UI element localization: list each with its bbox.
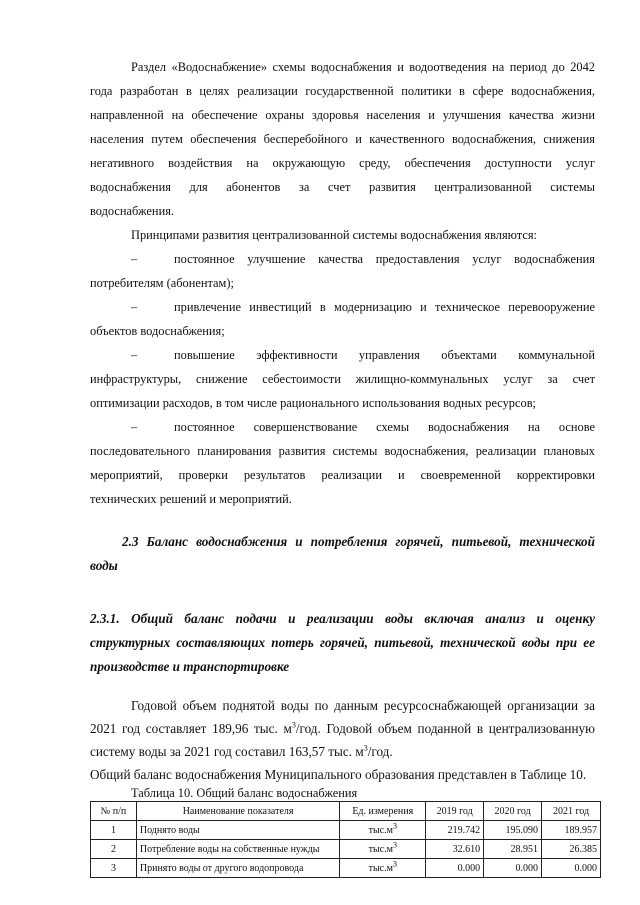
principle-3-line-3: оптимизации расходов, в том числе рационального использования водных ресурсов; bbox=[90, 396, 536, 410]
principle-4-line-1: постоянное совершенствование схемы водоснабжения на основе bbox=[174, 420, 595, 434]
table-header-cell: 2021 год bbox=[542, 802, 601, 821]
intro-line-6: водоснабжения для абонентов за счет развития централизованной системы bbox=[90, 180, 595, 194]
subsection-heading-line-3: производстве и транспортировке bbox=[90, 659, 290, 674]
balance-line-2: 2021 год составляет 189,96 тыс. $м^3$/год. Годовой объем поданной в централизованную bbox=[90, 720, 595, 736]
intro-line-5: негативного воздействия на окружающую среду, обеспечения доступности услуг bbox=[90, 156, 595, 170]
principle-1-line-1: постоянное улучшение качества предоставления услуг водоснабжения bbox=[174, 252, 595, 266]
list-dash: – bbox=[131, 252, 138, 266]
principle-1-line-2: потребителям (абонентам); bbox=[90, 276, 234, 290]
row-value-2020: 195.090 bbox=[484, 821, 542, 840]
subsection-heading-line-2: структурных составляющих потерь горячей, питьевой, технической воды при ее bbox=[90, 635, 595, 650]
row-value-2019: 32.610 bbox=[426, 840, 484, 859]
list-dash: – bbox=[131, 348, 138, 362]
intro-line-4: населения путем обеспечения бесперебойного и качественного водоснабжения, снижения bbox=[90, 132, 595, 146]
list-dash: – bbox=[131, 420, 138, 434]
table-header-cell: Наименование показателя bbox=[136, 802, 339, 821]
principle-2-line-2: объектов водоснабжения; bbox=[90, 324, 225, 338]
principle-4-line-2: последовательного планирования развития системы водоснабжения, реализации плановых bbox=[90, 444, 595, 458]
row-name: Поднято воды bbox=[136, 821, 339, 840]
row-unit: $тыс.м^3$ bbox=[340, 840, 426, 859]
table-row bbox=[91, 859, 601, 878]
water-balance-table bbox=[90, 801, 601, 878]
row-value-2021: 0.000 bbox=[542, 859, 601, 878]
row-name: Потребление воды на собственные нужды bbox=[136, 840, 339, 859]
row-unit: $тыс.м^3$ bbox=[340, 859, 426, 878]
table-header-cell: 2019 год bbox=[426, 802, 484, 821]
subsection-heading-line-1: 2.3.1. Общий баланс подачи и реализации воды включая анализ и оценку bbox=[90, 611, 595, 626]
row-number: 3 bbox=[91, 859, 137, 878]
row-unit: $тыс.м^3$ bbox=[340, 821, 426, 840]
row-value-2021: 189.957 bbox=[542, 821, 601, 840]
table-caption: Таблица 10. Общий баланс водоснабжения bbox=[131, 786, 358, 800]
principles-heading: Принципами развития централизованной системы водоснабжения являются: bbox=[131, 228, 537, 242]
table-row bbox=[91, 821, 601, 840]
section-heading-line-2: воды bbox=[90, 558, 118, 573]
intro-line-2: года разработан в целях реализации государственной политики в сфере водоснабжения, bbox=[90, 84, 595, 98]
balance-table-reference: Общий баланс водоснабжения Муниципального образования представлен в Таблице 10. bbox=[90, 767, 587, 782]
section-heading-line-1: 2.3 Баланс водоснабжения и потребления горячей, питьевой, технической bbox=[122, 534, 595, 549]
table-header-cell: № п/п bbox=[91, 802, 137, 821]
row-value-2021: 26.385 bbox=[542, 840, 601, 859]
row-value-2020: 0.000 bbox=[484, 859, 542, 878]
principle-2-line-1: привлечение инвестиций в модернизацию и техническое перевооружение bbox=[174, 300, 595, 314]
intro-line-7: водоснабжения. bbox=[90, 204, 174, 218]
table-header-row bbox=[91, 802, 601, 821]
table-header-cell: Ед. измерения bbox=[340, 802, 426, 821]
principle-3-line-1: повышение эффективности управления объектами коммунальной bbox=[174, 348, 595, 362]
row-value-2019: 219.742 bbox=[426, 821, 484, 840]
principle-4-line-3: мероприятий, проверки результатов реализации и своевременной корректировки bbox=[90, 468, 595, 482]
row-value-2020: 28.951 bbox=[484, 840, 542, 859]
principle-4-line-4: технических решений и мероприятий. bbox=[90, 492, 292, 506]
balance-line-3: систему воды за 2021 год составил 163,57 тыс. $м^3$/год. bbox=[90, 743, 393, 759]
table-row bbox=[91, 840, 601, 859]
row-number: 1 bbox=[91, 821, 137, 840]
intro-line-3: направленной на обеспечение охраны здоровья населения и улучшения качества жизни bbox=[90, 108, 595, 122]
row-number: 2 bbox=[91, 840, 137, 859]
principle-3-line-2: инфраструктуры, снижение себестоимости жилищно-коммунальных услуг за счет bbox=[90, 372, 595, 386]
intro-line-1: Раздел «Водоснабжение» схемы водоснабжения и водоотведения на период до 2042 bbox=[131, 60, 595, 74]
table-header-cell: 2020 год bbox=[484, 802, 542, 821]
balance-line-1: Годовой объем поднятой воды по данным ресурсоснабжающей организации за bbox=[131, 698, 595, 713]
list-dash: – bbox=[131, 300, 138, 314]
row-name: Принято воды от другого водопровода bbox=[136, 859, 339, 878]
row-value-2019: 0.000 bbox=[426, 859, 484, 878]
